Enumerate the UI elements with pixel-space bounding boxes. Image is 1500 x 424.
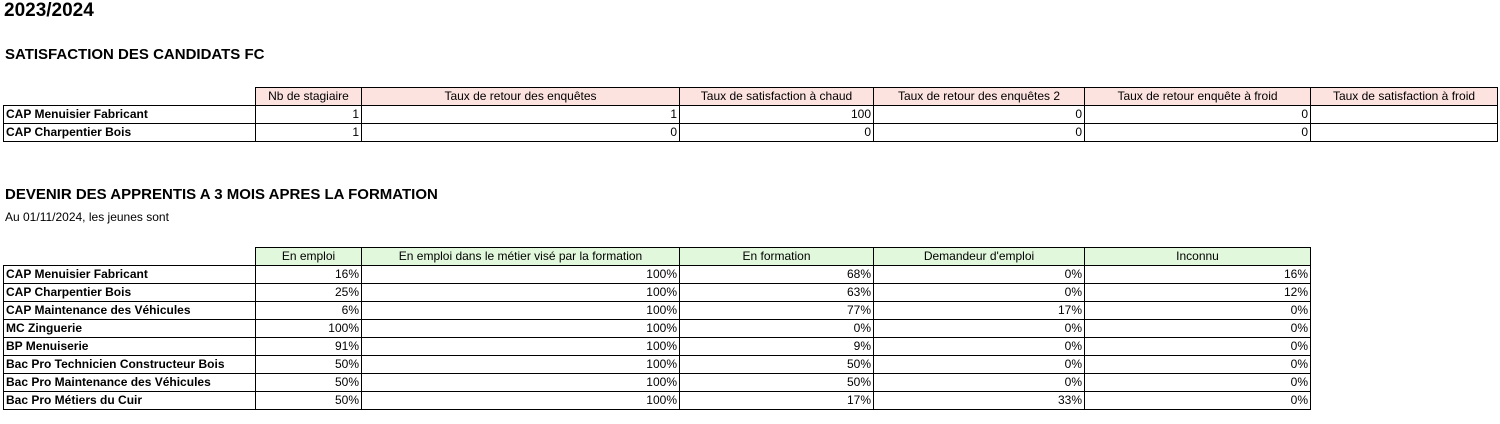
table-cell: 0% bbox=[874, 266, 1085, 284]
outcomes-table bbox=[3, 247, 1311, 410]
section-subtitle: Au 01/11/2024, les jeunes sont bbox=[5, 210, 169, 224]
table-cell: 0% bbox=[680, 320, 874, 338]
row-label: Bac Pro Maintenance des Véhicules bbox=[4, 374, 256, 392]
table-row bbox=[4, 302, 1311, 320]
table-cell: 0 bbox=[680, 124, 874, 142]
table-row bbox=[4, 356, 1311, 374]
row-label: CAP Menuisier Fabricant bbox=[4, 106, 256, 124]
table-cell: 0 bbox=[362, 124, 680, 142]
table-cell: 17% bbox=[874, 302, 1085, 320]
row-label: CAP Charpentier Bois bbox=[4, 124, 256, 142]
table-cell: 0% bbox=[874, 374, 1085, 392]
table-cell: 0 bbox=[874, 106, 1085, 124]
table-cell: 0% bbox=[1085, 302, 1311, 320]
table-cell: 50% bbox=[256, 374, 362, 392]
column-header: En formation bbox=[680, 248, 874, 266]
table-cell: 100% bbox=[362, 284, 680, 302]
table-cell: 100% bbox=[362, 374, 680, 392]
table-cell: 50% bbox=[256, 392, 362, 410]
table-cell: 17% bbox=[680, 392, 874, 410]
row-label: MC Zinguerie bbox=[4, 320, 256, 338]
table-cell: 100% bbox=[362, 338, 680, 356]
table-cell: 63% bbox=[680, 284, 874, 302]
table-cell: 0 bbox=[874, 124, 1085, 142]
row-label: CAP Charpentier Bois bbox=[4, 284, 256, 302]
table-row bbox=[4, 106, 1498, 124]
table-cell: 50% bbox=[256, 356, 362, 374]
column-header: Taux de retour des enquêtes 2 bbox=[874, 88, 1085, 106]
table-cell: 9% bbox=[680, 338, 874, 356]
table-header-row bbox=[4, 248, 1311, 266]
table-cell: 0% bbox=[874, 338, 1085, 356]
column-header: Taux de retour enquête à froid bbox=[1085, 88, 1311, 106]
table-cell: 100% bbox=[362, 392, 680, 410]
header-blank-cell bbox=[4, 88, 256, 106]
table-cell: 0% bbox=[1085, 374, 1311, 392]
section-title-devenir: DEVENIR DES APPRENTIS A 3 MOIS APRES LA FORMATION bbox=[5, 186, 438, 203]
column-header: Nb de stagiaire bbox=[256, 88, 362, 106]
column-header: Taux de retour des enquêtes bbox=[362, 88, 680, 106]
column-header: Taux de satisfaction à chaud bbox=[680, 88, 874, 106]
table-cell: 50% bbox=[680, 356, 874, 374]
table-cell: 0% bbox=[874, 320, 1085, 338]
table-header-row bbox=[4, 88, 1498, 106]
table-cell bbox=[1311, 106, 1498, 124]
table-cell: 1 bbox=[256, 124, 362, 142]
column-header: Demandeur d'emploi bbox=[874, 248, 1085, 266]
table-cell: 16% bbox=[1085, 266, 1311, 284]
table-cell: 0 bbox=[1085, 106, 1311, 124]
table-cell: 0% bbox=[874, 284, 1085, 302]
table-cell: 50% bbox=[680, 374, 874, 392]
column-header: En emploi dans le métier visé par la formation bbox=[362, 248, 680, 266]
table-row bbox=[4, 266, 1311, 284]
table-cell: 77% bbox=[680, 302, 874, 320]
satisfaction-table bbox=[3, 87, 1498, 142]
row-label: CAP Maintenance des Véhicules bbox=[4, 302, 256, 320]
table-cell: 100% bbox=[362, 320, 680, 338]
table-row bbox=[4, 338, 1311, 356]
table-cell: 100% bbox=[362, 302, 680, 320]
header-blank-cell bbox=[4, 248, 256, 266]
table-row bbox=[4, 320, 1311, 338]
row-label: Bac Pro Métiers du Cuir bbox=[4, 392, 256, 410]
table-cell: 33% bbox=[874, 392, 1085, 410]
table-cell: 12% bbox=[1085, 284, 1311, 302]
row-label: Bac Pro Technicien Constructeur Bois bbox=[4, 356, 256, 374]
table-row bbox=[4, 284, 1311, 302]
table-cell: 0% bbox=[1085, 356, 1311, 374]
table-cell: 100% bbox=[362, 356, 680, 374]
page-title: 2023/2024 bbox=[4, 0, 94, 21]
table-cell bbox=[1311, 124, 1498, 142]
table-cell: 6% bbox=[256, 302, 362, 320]
table-cell: 0% bbox=[1085, 320, 1311, 338]
table-cell: 1 bbox=[256, 106, 362, 124]
table-cell: 0% bbox=[1085, 392, 1311, 410]
table-cell: 100% bbox=[256, 320, 362, 338]
table-cell: 100% bbox=[362, 266, 680, 284]
column-header: En emploi bbox=[256, 248, 362, 266]
table-cell: 0% bbox=[874, 356, 1085, 374]
column-header: Taux de satisfaction à froid bbox=[1311, 88, 1498, 106]
table-cell: 0% bbox=[1085, 338, 1311, 356]
table-cell: 25% bbox=[256, 284, 362, 302]
column-header: Inconnu bbox=[1085, 248, 1311, 266]
section-title-satisfaction: SATISFACTION DES CANDIDATS FC bbox=[5, 46, 265, 63]
table-row bbox=[4, 392, 1311, 410]
table-row bbox=[4, 374, 1311, 392]
table-cell: 68% bbox=[680, 266, 874, 284]
table-cell: 0 bbox=[1085, 124, 1311, 142]
row-label: BP Menuiserie bbox=[4, 338, 256, 356]
table-cell: 91% bbox=[256, 338, 362, 356]
table-cell: 1 bbox=[362, 106, 680, 124]
table-cell: 16% bbox=[256, 266, 362, 284]
row-label: CAP Menuisier Fabricant bbox=[4, 266, 256, 284]
table-row bbox=[4, 124, 1498, 142]
table-cell: 100 bbox=[680, 106, 874, 124]
